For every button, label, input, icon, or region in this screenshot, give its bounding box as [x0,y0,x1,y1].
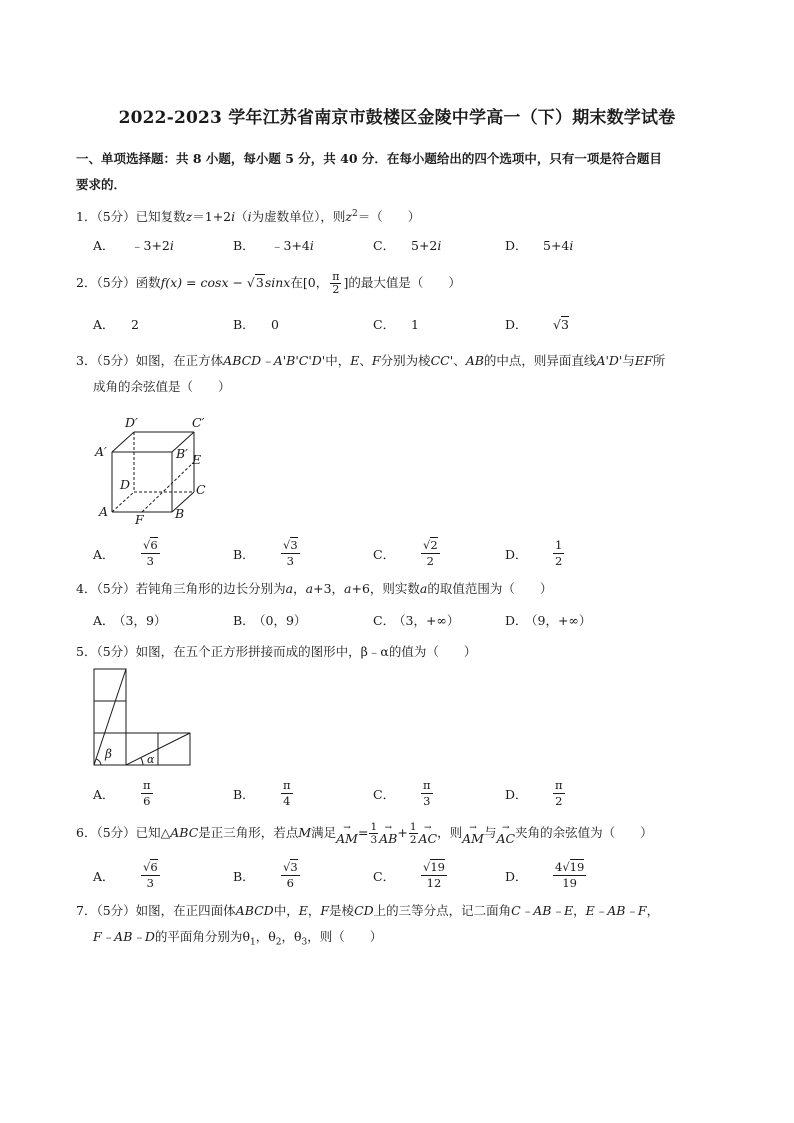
cube-figure [92,412,212,527]
q4-option-a[interactable]: A．（3，9） [93,613,167,628]
page-title: 2022-2023 学年江苏省南京市鼓楼区金陵中学高一（下）期末数学试卷 [118,108,676,128]
q1-option-a[interactable]: A． ﹣3+2i [93,238,174,253]
q6-option-d[interactable]: D． $\frac{4√19}{19}$ [505,860,585,890]
label-bp: B′ [176,446,189,461]
question-1-options [93,236,733,266]
question-4-stem: 4．（5分）若钝角三角形的边长分别为a，a+3，a+6，则实数a的取值范围为（ ） [76,581,553,596]
label-c: C [196,482,206,497]
section-heading-line1: 一、单项选择题：共 8 小题，每小题 5 分，共 40 分．在每小题给出的四个选项中，只有一项是符合题目 [76,151,662,166]
q5-option-b[interactable]: B． $\frac{\pi}{4}$ [233,778,291,808]
q3-option-d[interactable]: D． $\frac{1}{2}$ [505,538,563,568]
q2-option-a[interactable]: A． 2 [93,317,139,332]
q2-option-d[interactable]: D． √3 [505,317,569,332]
q4-option-c[interactable]: C．（3，+∞） [373,613,460,628]
question-3-stem: 3．（5分）如图，在正方体ABCD﹣A'B'C'D'中，E、F分别为棱CC'、AB的中点，则异面直线A'D'与EF所 成角的余弦值是（ ） [76,353,666,394]
q5-option-d[interactable]: D． $\frac{\pi}{2}$ [505,778,563,808]
label-d: D [120,477,131,492]
q3-option-a[interactable]: A． $\frac{√6}{3}$ [93,538,158,568]
angle-arc-beta [96,759,101,765]
label-ap: A′ [95,444,107,459]
angle-arc-alpha [141,758,143,765]
q3-option-c[interactable]: C． $\frac{√2}{2}$ [373,538,438,568]
q1-option-d[interactable]: D． 5+4i [505,238,574,253]
question-2-stem: 2．（5分）函数f(x) = cosx − √3sinx在[0， $\frac{\pi}{2}$ ]的最大值是（ ） [76,270,461,296]
edge-ap-dp [112,432,134,452]
q2-option-b[interactable]: B． 0 [233,317,279,332]
label-cp: C′ [192,415,205,430]
q5-option-a[interactable]: A． $\frac{\pi}{6}$ [93,778,151,808]
question-5-stem: 5．（5分）如图，在五个正方形拼接而成的图形中，β﹣α的值为（ ） [76,644,477,659]
five-squares-figure [93,668,195,770]
label-dp: D′ [125,415,138,430]
section-heading [76,146,726,198]
label-f: F [135,512,144,527]
q2-option-c[interactable]: C． 1 [373,317,419,332]
q1-option-c[interactable]: C． 5+2i [373,238,442,253]
q1-option-b[interactable]: B． ﹣3+4i [233,238,314,253]
label-alpha: α [147,753,155,766]
q3-option-b[interactable]: B． $\frac{√3}{3}$ [233,538,298,568]
q6-option-a[interactable]: A． $\frac{√6}{3}$ [93,860,158,890]
question-5-options [93,780,733,810]
question-6-options [93,862,733,892]
q6-option-c[interactable]: C． $\frac{√19}{12}$ [373,860,445,890]
section-heading-line2: 要求的． [76,177,127,192]
question-2-options [93,315,733,345]
label-a: A [99,504,109,519]
label-b: B [175,506,185,521]
q6-option-b[interactable]: B． $\frac{√3}{6}$ [233,860,298,890]
question-6-stem: 6．（5分）已知△ABC是正三角形，若点M满足 → AM = $\frac{1}{3}$ → AB + $\frac{1}{2}$ → AC ，则 → AM 与 → AC 夹角的余弦值为（ ） [76,821,653,846]
label-beta: β [105,747,112,761]
label-e: E [192,452,202,467]
question-4-options [93,611,733,641]
question-7-stem: 7．（5分）如图，在正四面体ABCD中，E，F是棱CD上的三等分点，记二面角C﹣AB﹣E，E﹣AB﹣F， F﹣AB﹣D的平面角分别为$\theta_1$，$\theta_2$，$\theta_3$，则（ ） [76,903,660,948]
question-3-options [93,540,733,570]
q4-option-d[interactable]: D．（9，+∞） [505,613,592,628]
edge-a-d [112,492,134,512]
q4-option-b[interactable]: B．（0，9） [233,613,307,628]
segment-ef [142,462,194,512]
question-1-stem: 1．（5分）已知复数z＝1+2i（i为虚数单位），则$z^2=$（ ） [76,209,421,225]
q5-option-c[interactable]: C． $\frac{\pi}{3}$ [373,778,431,808]
